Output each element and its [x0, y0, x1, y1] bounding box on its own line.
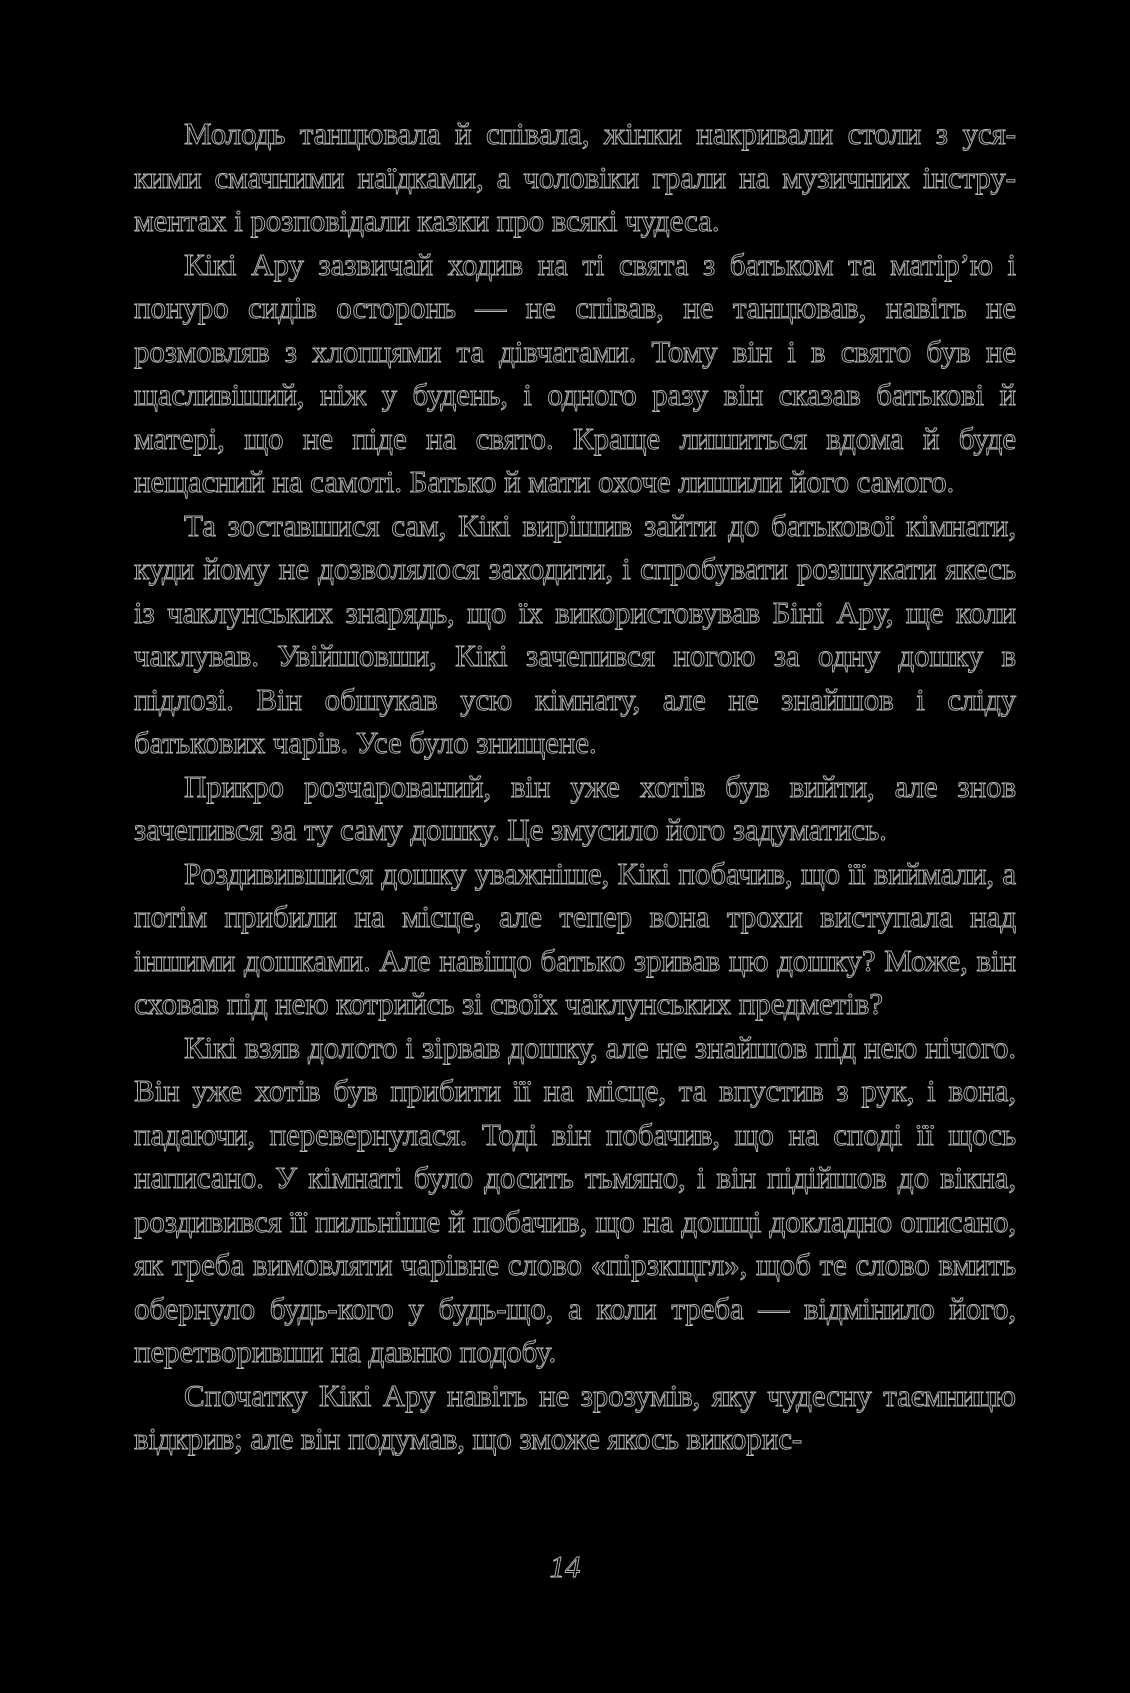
body-text: [134, 112, 1016, 1461]
paragraph: Кікі взяв долото і зірвав дошку, але не знайшов під нею нічого. Він уже хотів був прибити її на місце, та впустив з рук, і вона, падаючи, перевернулася. Тоді він побачив, що на споді її щось написано. У кімнаті було досить тьмяно, і він підійшов до вікна, роздивився її пильніше й побачив, що на дошці докладно описано, як треба вимовляти чарівне слово «пірзкщгл», щоб те слово вмить обернуло будь-кого у будь-що, а коли треба — відмінило його, перетворивши на давню подобу.: [134, 1029, 1016, 1369]
page-number: 14: [549, 1549, 581, 1584]
paragraph: Та зоставшися сам, Кікі вирішив зайти до батькової кімнати, куди йому не дозволялося заходити, і спробувати розшукати якесь із чаклунських знарядь, що їх використовував Біні Ару, ще коли чаклував. Увійшовши, Кікі зачепився ногою за одну дошку в підлозі. Він обшукав усю кімнату, але не знайшов і сліду батькових чарів. Усе було знищене.: [134, 507, 1016, 760]
paragraph: Роздивившися дошку уважніше, Кікі побачив, що її виймали, а потім прибили на місце, але тепер вона трохи виступала над іншими дошками. Але навіщо батько зривав цю дошку? Може, він сховав під нею котрийсь зі своїх чаклунських предметів?: [134, 855, 1016, 1021]
paragraph: Спочатку Кікі Ару навіть не зрозумів, яку чудесну таємницю відкрив; але він подумав, що зможе якось викорис-: [134, 1377, 1016, 1456]
paragraph: Кікі Ару зазвичай ходив на ті свята з батьком та матір’ю і понуро сидів осторонь — не співав, не танцював, навіть не розмовляв з хлопцями та дівчатами. Тому він і в свято був не щасливіший, ніж у будень, і одного разу він сказав батькові й матері, що не піде на свято. Краще лишиться вдома й буде нещасний на самоті. Батько й мати охоче лишили його самого.: [134, 246, 1016, 499]
paragraph: Молодь танцювала й співала, жінки накривали столи з усякими смачними наїдками, а чоловіки грали на музичних інструментах і розповідали казки про всякі чудеса.: [134, 116, 1016, 238]
paragraph: Прикро розчарований, він уже хотів був вийти, але знов зачепився за ту саму дошку. Це змусило його задуматись.: [134, 768, 1016, 847]
